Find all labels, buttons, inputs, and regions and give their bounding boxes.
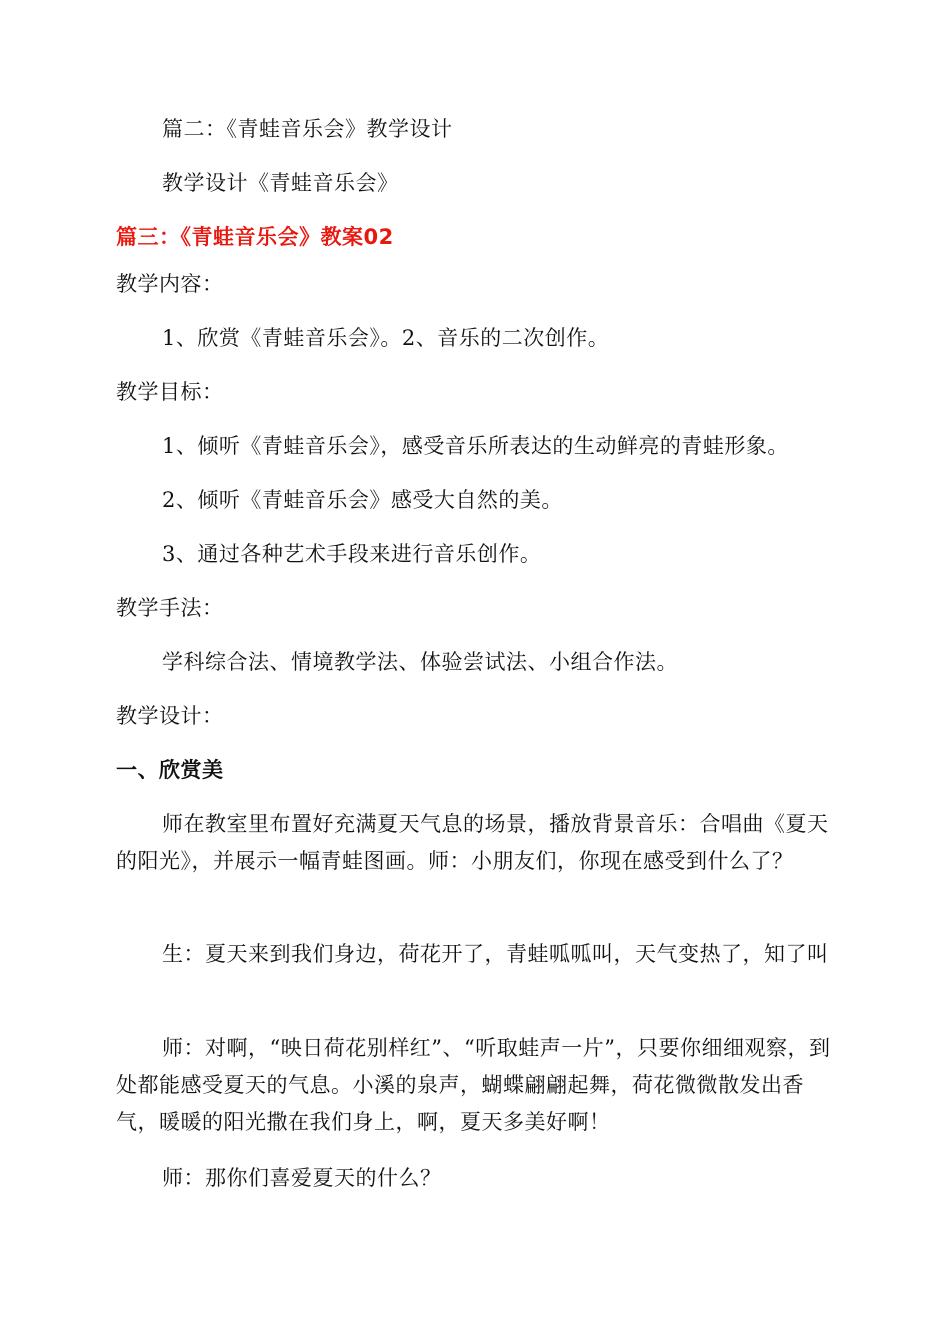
content-label: 教学内容： xyxy=(116,272,224,296)
paragraph-4: 师：那你们喜爱夏天的什么？ xyxy=(162,1166,442,1190)
paragraph-1: 师在教室里布置好充满夏天气息的场景，播放背景音乐：合唱曲《夏天的阳光》，并展示一幅青蛙图画。师：小朋友们，你现在感受到什么了？ xyxy=(116,812,829,873)
goal-item-1: 1、倾听《青蛙音乐会》，感受音乐所表达的生动鲜亮的青蛙形象。 xyxy=(162,434,789,458)
design-label: 教学设计： xyxy=(116,704,224,728)
article-title-3: 篇三：《青蛙音乐会》教案02 xyxy=(116,225,394,249)
method-item-1: 学科综合法、情境教学法、体验尝试法、小组合作法。 xyxy=(162,650,678,674)
article-subtitle-2: 教学设计《青蛙音乐会》 xyxy=(162,171,399,195)
goal-item-2: 2、倾听《青蛙音乐会》感受大自然的美。 xyxy=(162,488,563,512)
paragraph-2: 生：夏天来到我们身边，荷花开了，青蛙呱呱叫，天气变热了，知了叫 xyxy=(162,942,829,966)
paragraph-3: 师：对啊，“映日荷花别样红”、“听取蛙声一片”，只要你细细观察，到处都能感受夏天的气息。小溪的泉声，蝴蝶翩翩起舞，荷花微微散发出香气，暖暖的阳光撒在我们身上，啊，夏天多美好啊！ xyxy=(116,1036,831,1134)
article-title-2: 篇二：《青蛙音乐会》教学设计 xyxy=(162,117,453,141)
goal-label: 教学目标： xyxy=(116,380,224,404)
content-item-1: 1、欣赏《青蛙音乐会》。2、音乐的二次创作。 xyxy=(162,326,610,350)
method-label: 教学手法： xyxy=(116,596,224,620)
section-heading-1: 一、欣赏美 xyxy=(116,758,224,782)
goal-item-3: 3、通过各种艺术手段来进行音乐创作。 xyxy=(162,542,542,566)
